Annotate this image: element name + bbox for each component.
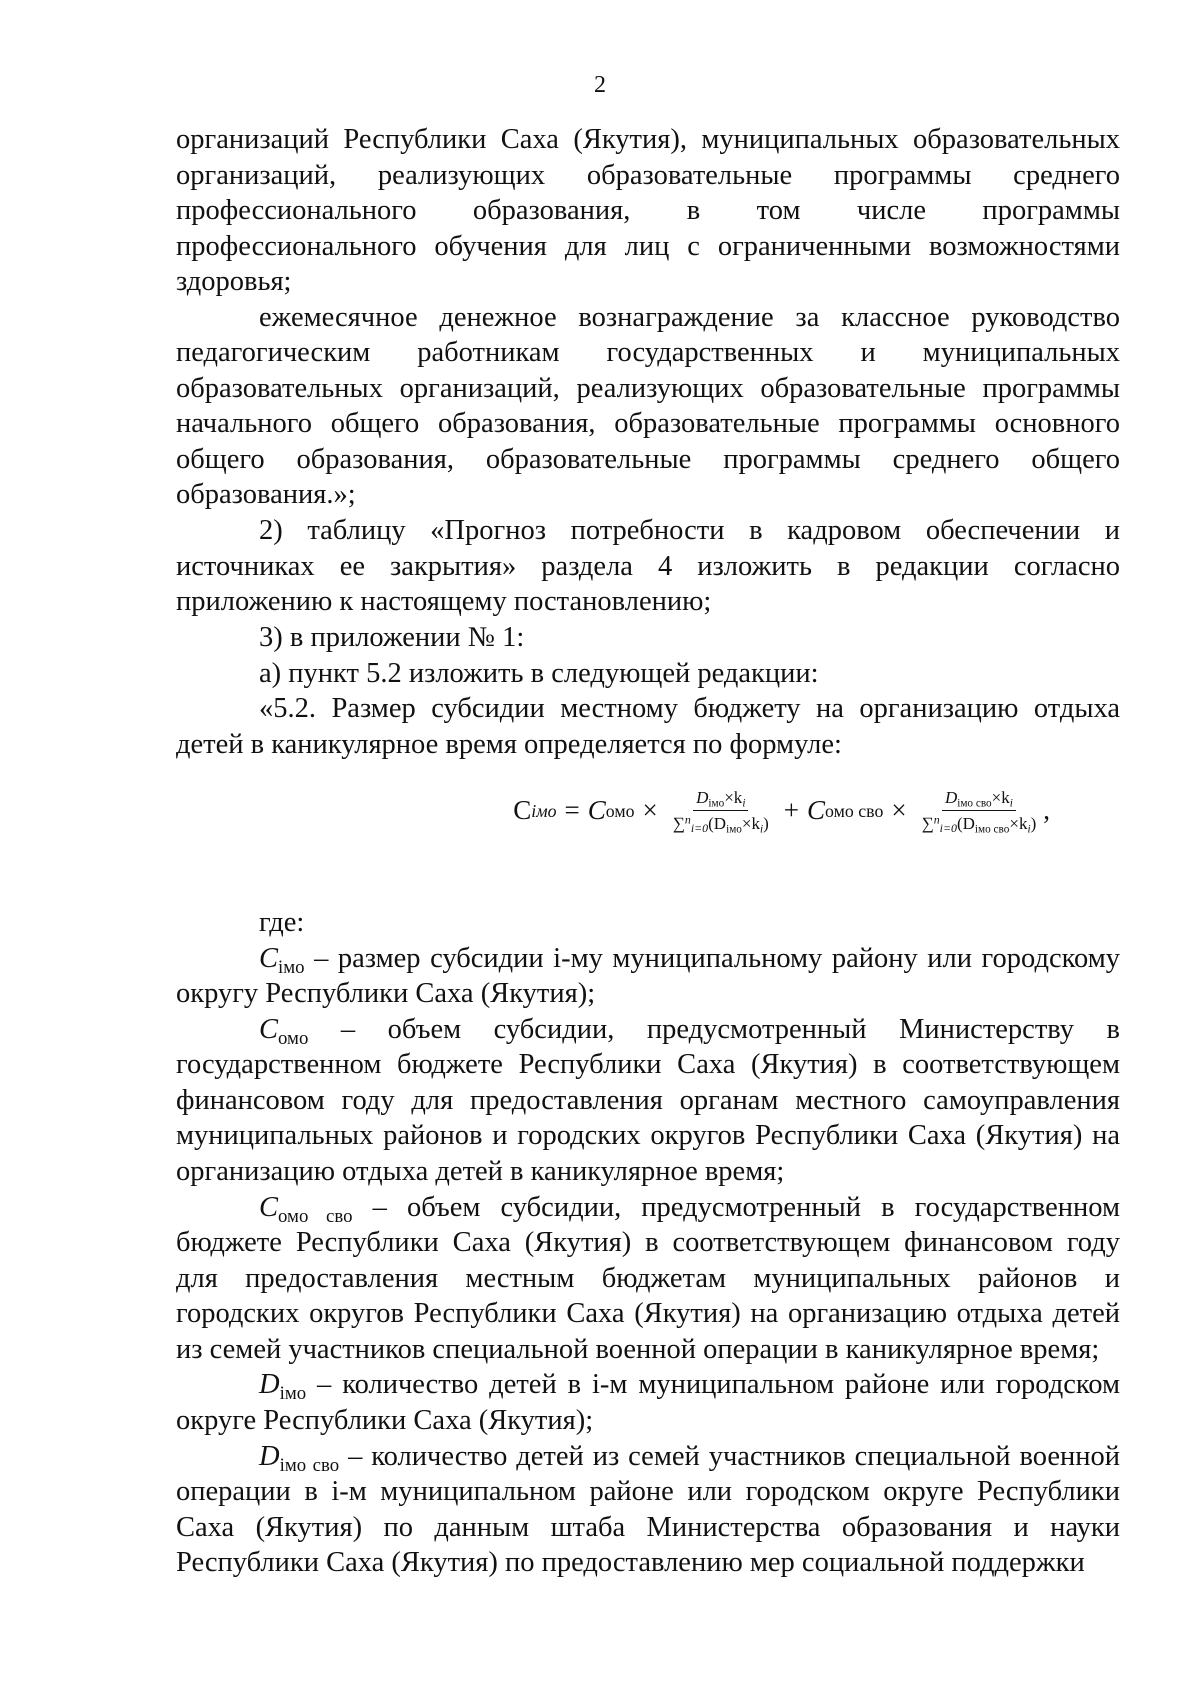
paragraph-1: организаций Республики Саха (Якутия), муниципальных образовательных организаций, реализующих образовательные программы среднего профессионального образования, в том числе программы профессионального обучения для лиц с ограниченными возможностями здоровья;: [176, 124, 1120, 297]
formula-plus: +: [783, 795, 800, 826]
paragraph-3: 2) таблицу «Прогноз потребности в кадровом обеспечении и источниках ее закрытия» раздела 4 изложить в редакции согласно приложению к настоящему постановлению;: [176, 515, 1120, 618]
formula-c-omo-svo: C омо сво: [807, 795, 884, 826]
paragraph-5: а) пункт 5.2 изложить в следующей редакции:: [259, 657, 819, 689]
where-label: где:: [259, 906, 305, 938]
fraction-1-numerator: $D_{iмо}\times k_i$: [693, 788, 748, 811]
formula-equals: =: [564, 795, 580, 826]
definition-c-omo-svo: $C_{омо сво}$ – объем субсидии, предусмотренный в государственном бюджете Республики Саха (Якутия) в соответствующем финансовом году для предоставления местным бюджетам муниципальных районов и городских округов Республики Саха (Якутия) на организацию отдыха детей из семей участников специальной военной операции в каникулярное время;: [176, 1191, 1120, 1365]
page-number: 2: [594, 72, 606, 98]
formula-c-omo: C омо: [587, 795, 635, 826]
formula-spacer: [176, 859, 1120, 905]
subsidy-formula: [176, 763, 1120, 859]
definition-d-imo-svo: $D_{iмо сво}$ – количество детей из семей участников специальной военной операции в i-м муниципальном районе или городском округе Республики Саха (Якутия) по данным штаба Министерства образования и науки Республики Саха (Якутия) по предоставлению мер социальной поддержки: [176, 1440, 1120, 1579]
definition-c-omo: $C_{омо}$ – объем субсидии, предусмотренный Министерству в государственном бюджете Республики Саха (Якутия) в соответствующем финансовом году для предоставления органам местного самоуправления муниципальных районов и городских округов Республики Саха (Якутия) на организацию отдыха детей в каникулярное время;: [176, 1013, 1120, 1187]
formula-lhs: C iмо: [513, 795, 557, 826]
paragraph-2: ежемесячное денежное вознаграждение за классное руководство педагогическим работникам государственных и муниципальных образовательных организаций, реализующих образовательные программы начального общего образования, образовательные программы основного общего образования, образовательные программы среднего общего образования.»;: [176, 301, 1120, 511]
paragraph-4: 3) в приложении № 1:: [259, 621, 525, 653]
formula-times-1: ×: [642, 795, 658, 826]
paragraph-6: «5.2. Размер субсидии местному бюджету на организацию отдыха детей в каникулярное время определяется по формуле:: [176, 693, 1120, 760]
definition-d-imo: $D_{iмо}$ – количество детей в i-м муниципальном районе или городском округе Республики Саха (Якутия);: [176, 1369, 1120, 1436]
formula-fraction-1: [670, 788, 772, 834]
formula-fraction-2: [919, 788, 1040, 834]
formula-end-comma: ,: [1043, 795, 1050, 826]
fraction-1-denominator: $\sum^ni=0(D_{iмо}\times k_i)$: [672, 812, 769, 836]
fraction-2-numerator: $D_{iмо сво}\times k_i$: [942, 788, 1016, 811]
fraction-2-denominator: $\sum^ni=0(D_{iмо сво}\times k_i)$: [921, 812, 1037, 836]
formula-times-2: ×: [891, 795, 907, 826]
document-body: [176, 122, 1120, 1581]
definition-c-imo: $C_{iмо}$ – размер субсидии i-му муниципальному району или городскому округу Республики Саха (Якутия);: [176, 942, 1120, 1010]
